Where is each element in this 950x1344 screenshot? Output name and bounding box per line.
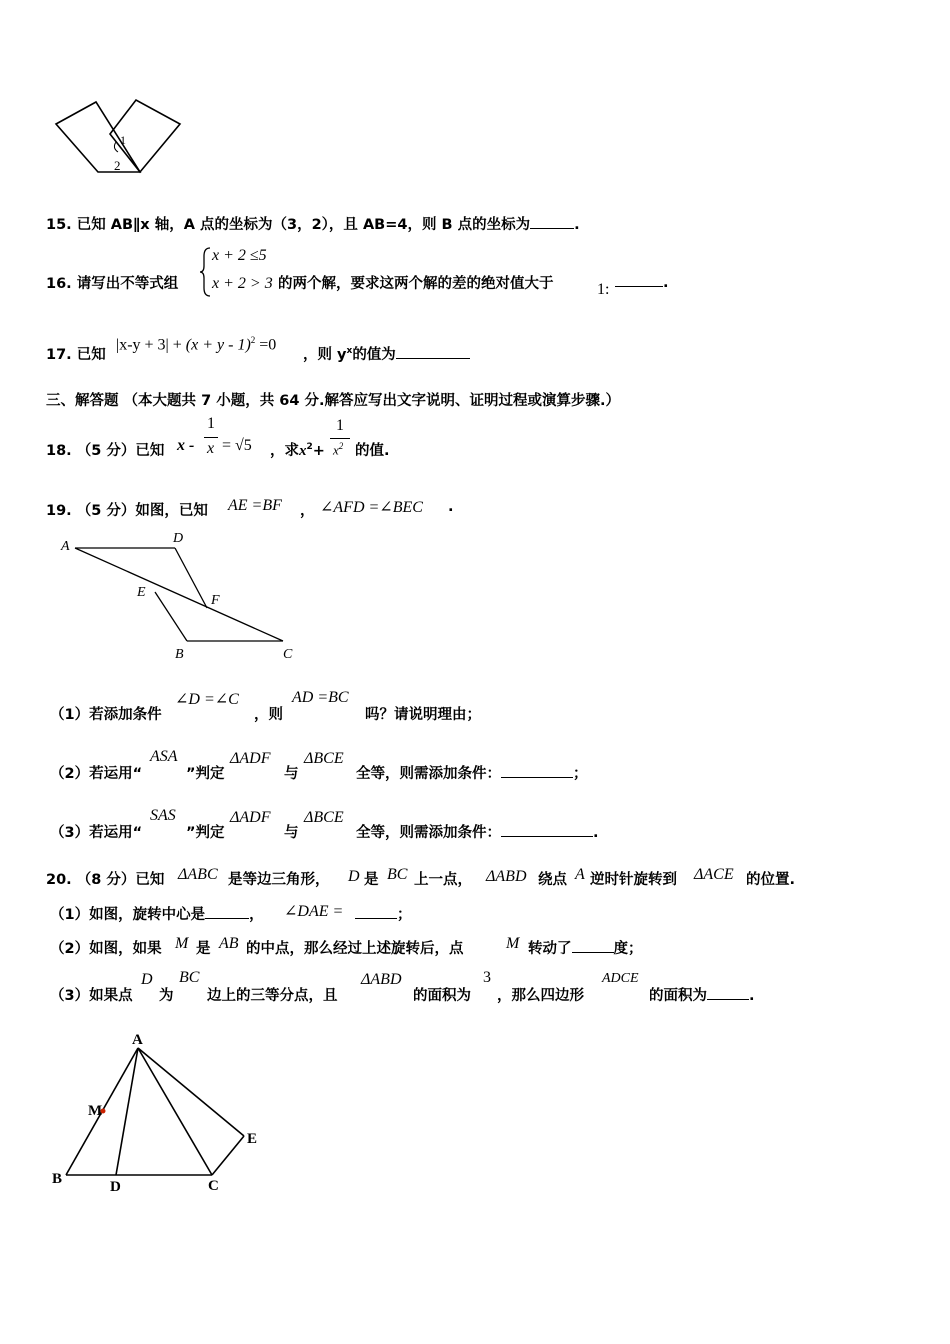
q17-plus: + [172,336,182,354]
q20-m1: ΔABC [178,866,218,883]
q20-p2-t2: 的中点，那么经过上述旋转后，点 [246,941,464,957]
q20-t3: 上一点， [414,872,472,888]
q19-p3-mid2: 与 [284,825,299,841]
q17-tail-text: ，则 y [303,347,347,363]
q20-t1: 是等边三角形， [228,872,330,888]
question-15 [46,213,580,234]
q19-end: . [448,499,454,515]
q19-p2-m3: ΔBCE [304,750,344,767]
q20-p2-t1: 是 [196,941,211,957]
q20-p1-end [355,903,412,924]
q20-p2-t3-text: 转动了 [528,941,572,957]
q20-p2-end: 度； [613,941,643,957]
section-3-heading: 三、解答题 （本大题共 7 小题，共 64 分.解答应写出文字说明、证明过程或演算步骤.） [46,393,621,409]
q19-p1-mid: ，则 [254,707,283,723]
q19-p1-pre: （1）若添加条件 [50,707,162,723]
q17-sup-x: x [346,346,353,357]
q19-p2-semi: ； [573,766,588,782]
question-16 [46,272,178,293]
q20-p1-blank-2[interactable] [355,904,397,919]
q20-p3-m2: BC [179,969,200,986]
q20-p1-blank-1[interactable] [205,904,249,919]
question-19 [46,499,208,520]
q20-p3-t5 [649,984,755,1005]
q19-part-3 [50,821,142,842]
q20-number: 20. （8 分）已知 [46,872,165,888]
q20-t2: 是 [364,872,379,888]
q20-p3-m3: ΔABD [361,971,402,988]
q18-x-var: x [177,437,185,454]
q18-request [270,439,325,460]
q20-m3: BC [387,866,408,883]
q20-label-M: M [88,1103,103,1119]
q19-p3-mid1: ”判定 [186,825,225,841]
q16-number: 16. 请写出不等式组 [46,276,179,292]
q17-exponent: 2 [250,335,256,345]
q16-answer [615,272,669,291]
q16-answer-blank[interactable] [615,272,663,287]
q20-p3-answer-blank[interactable] [707,985,749,1000]
q18-end: 的值. [355,443,390,459]
q18-number: 18. （5 分）已知 [46,443,165,459]
q20-p1-pre: （1）如图，旋转中心是 [50,907,206,923]
q17-expression [116,335,276,354]
q20-p2-pre: （2）如图，如果 [50,941,162,957]
q19-p3-m2: ΔADF [230,809,271,826]
q19-part-2 [50,762,142,783]
q19-p2-answer-blank[interactable] [501,763,573,778]
q18-sup2: 2 [306,442,313,453]
q18-x2: x [299,443,307,459]
q19-p2-end-text: 全等，则需添加条件： [356,766,501,782]
q19-p2-mid1: ”判定 [186,766,225,782]
q20-t4: 绕点 [538,872,567,888]
q20-p3-m4: 3 [483,969,491,986]
q17-equals: =0 [259,336,277,354]
q20-p3-t4: ，那么四边形 [497,988,584,1004]
q17-abs-part: |x-y + 3| [116,336,169,354]
q16-one [597,281,609,299]
q20-m4: ΔABD [486,868,527,885]
q20-p1-mid: ， [249,907,264,923]
q19-condition-2: ∠AFD =∠BEC [320,499,423,516]
q18-x [177,437,194,455]
q15-text: 15. 已知 AB∥x 轴，A 点的坐标为（3，2），且 AB=4，则 B 点的坐标为 [46,217,531,233]
q18-minus: - [189,437,195,454]
q19-p1-end: 吗？请说明理由； [365,707,481,723]
q20-p3-m5: ADCE [602,971,639,986]
q17-number: 17. 已知 [46,347,106,363]
q20-m6: ΔACE [694,866,734,883]
q15-end: . [574,217,580,233]
q20-p1-end-text: ； [397,907,412,923]
q19-p3-end [356,821,599,842]
angle-figure-two-squares [48,96,183,182]
q20-p3-t3: 的面积为 [413,988,471,1004]
q19-figure [55,528,305,664]
q20-t6: 的位置. [746,872,796,888]
angle-label-2: 2 [114,158,121,173]
q20-part-3 [50,984,133,1005]
q18-frac2-sup: 2 [338,441,344,451]
q19-p2-m1: ASA [150,748,178,765]
q19-p1-m2: AD =BC [292,689,349,706]
q19-part-1 [50,703,162,724]
q20-m2: D [348,868,360,885]
q19-label-E: E [137,585,146,600]
q20-figure [46,1028,276,1198]
q19-comma: ， [300,503,315,519]
q19-p3-m3: ΔBCE [304,809,344,826]
q20-part-2 [50,937,162,958]
q19-p3-m1: SAS [150,807,176,824]
q20-p3-pre: （3）如果点 [50,988,133,1004]
q20-p3-t2: 边上的三等分点，且 [207,988,338,1004]
q19-condition-1: AE =BF [228,497,282,514]
q20-m5: A [575,866,585,883]
q20-label-D: D [110,1179,121,1195]
q16-one-value: 1 [597,281,605,298]
q19-number: 19. （5 分）如图，已知 [46,503,208,519]
q18-frac-num: 1 [207,415,215,432]
q18-frac-den: x [207,440,215,457]
q17-square-part: (x + y - 1) [185,336,251,354]
q19-p2-end [356,762,588,783]
q18-frac2-den-x: x [333,442,339,458]
q20-label-A: A [132,1032,143,1048]
q19-label-D: D [173,531,184,546]
q20-part-1 [50,903,264,924]
angle-label-1: 1 [120,133,126,147]
q19-label-A: A [61,539,70,554]
q16-end: . [663,275,669,291]
q20-label-E: E [247,1131,258,1147]
q16-colon: : [605,281,610,298]
q18-req: ，求 [270,443,299,459]
q19-p3-pre: （3）若运用“ [50,825,143,841]
q19-p3-dot: . [593,825,599,841]
question-20 [46,868,164,889]
q19-label-F: F [211,593,220,608]
question-17 [46,343,106,364]
q18-frac2-bar [330,438,350,439]
q17-answer-blank[interactable] [396,344,470,359]
q20-p2-answer-blank[interactable] [572,938,614,953]
q20-p3-t5-text: 的面积为 [649,988,707,1004]
q20-t5: 逆时针旋转到 [590,872,677,888]
q19-p1-m1: ∠D =∠C [175,691,239,708]
q18-frac-bar [204,437,218,438]
q19-p3-answer-blank[interactable] [501,822,593,837]
q17-tail2: 的值为 [352,347,396,363]
q20-p3-t1: 为 [159,988,174,1004]
q19-p2-pre: （2）若运用“ [50,766,143,782]
q18-plus: + [312,443,325,459]
system-brace [200,246,212,298]
q20-label-C: C [208,1178,219,1194]
q17-tail [303,343,470,364]
q20-p2-m3: M [506,935,520,952]
q20-p1-m: ∠DAE = [284,903,344,920]
q16-middle: 的两个解，要求这两个解的差的绝对值大于 [278,276,554,292]
q20-p2-t3 [528,937,643,958]
q19-p2-m2: ΔADF [230,750,271,767]
q20-p2-m2: AB [219,935,239,952]
question-18 [46,439,164,460]
q20-p3-m1: D [141,971,153,988]
q16-text [278,272,554,293]
q20-p2-m1: M [175,935,189,952]
inequality-1: x + 2 ≤5 [212,247,267,264]
q18-frac2-num: 1 [336,417,344,434]
q19-p3-end-text: 全等，则需添加条件： [356,825,501,841]
q19-p2-mid2: 与 [284,766,299,782]
q19-label-C: C [283,647,293,662]
q18-frac2-den [333,441,343,458]
q19-label-B: B [175,647,184,662]
q20-p3-end: . [749,988,755,1004]
q20-label-B: B [52,1171,63,1187]
q18-equals-root5: = √5 [222,437,252,454]
inequality-2: x + 2 > 3 [212,275,273,292]
q15-answer-blank[interactable] [530,214,574,229]
